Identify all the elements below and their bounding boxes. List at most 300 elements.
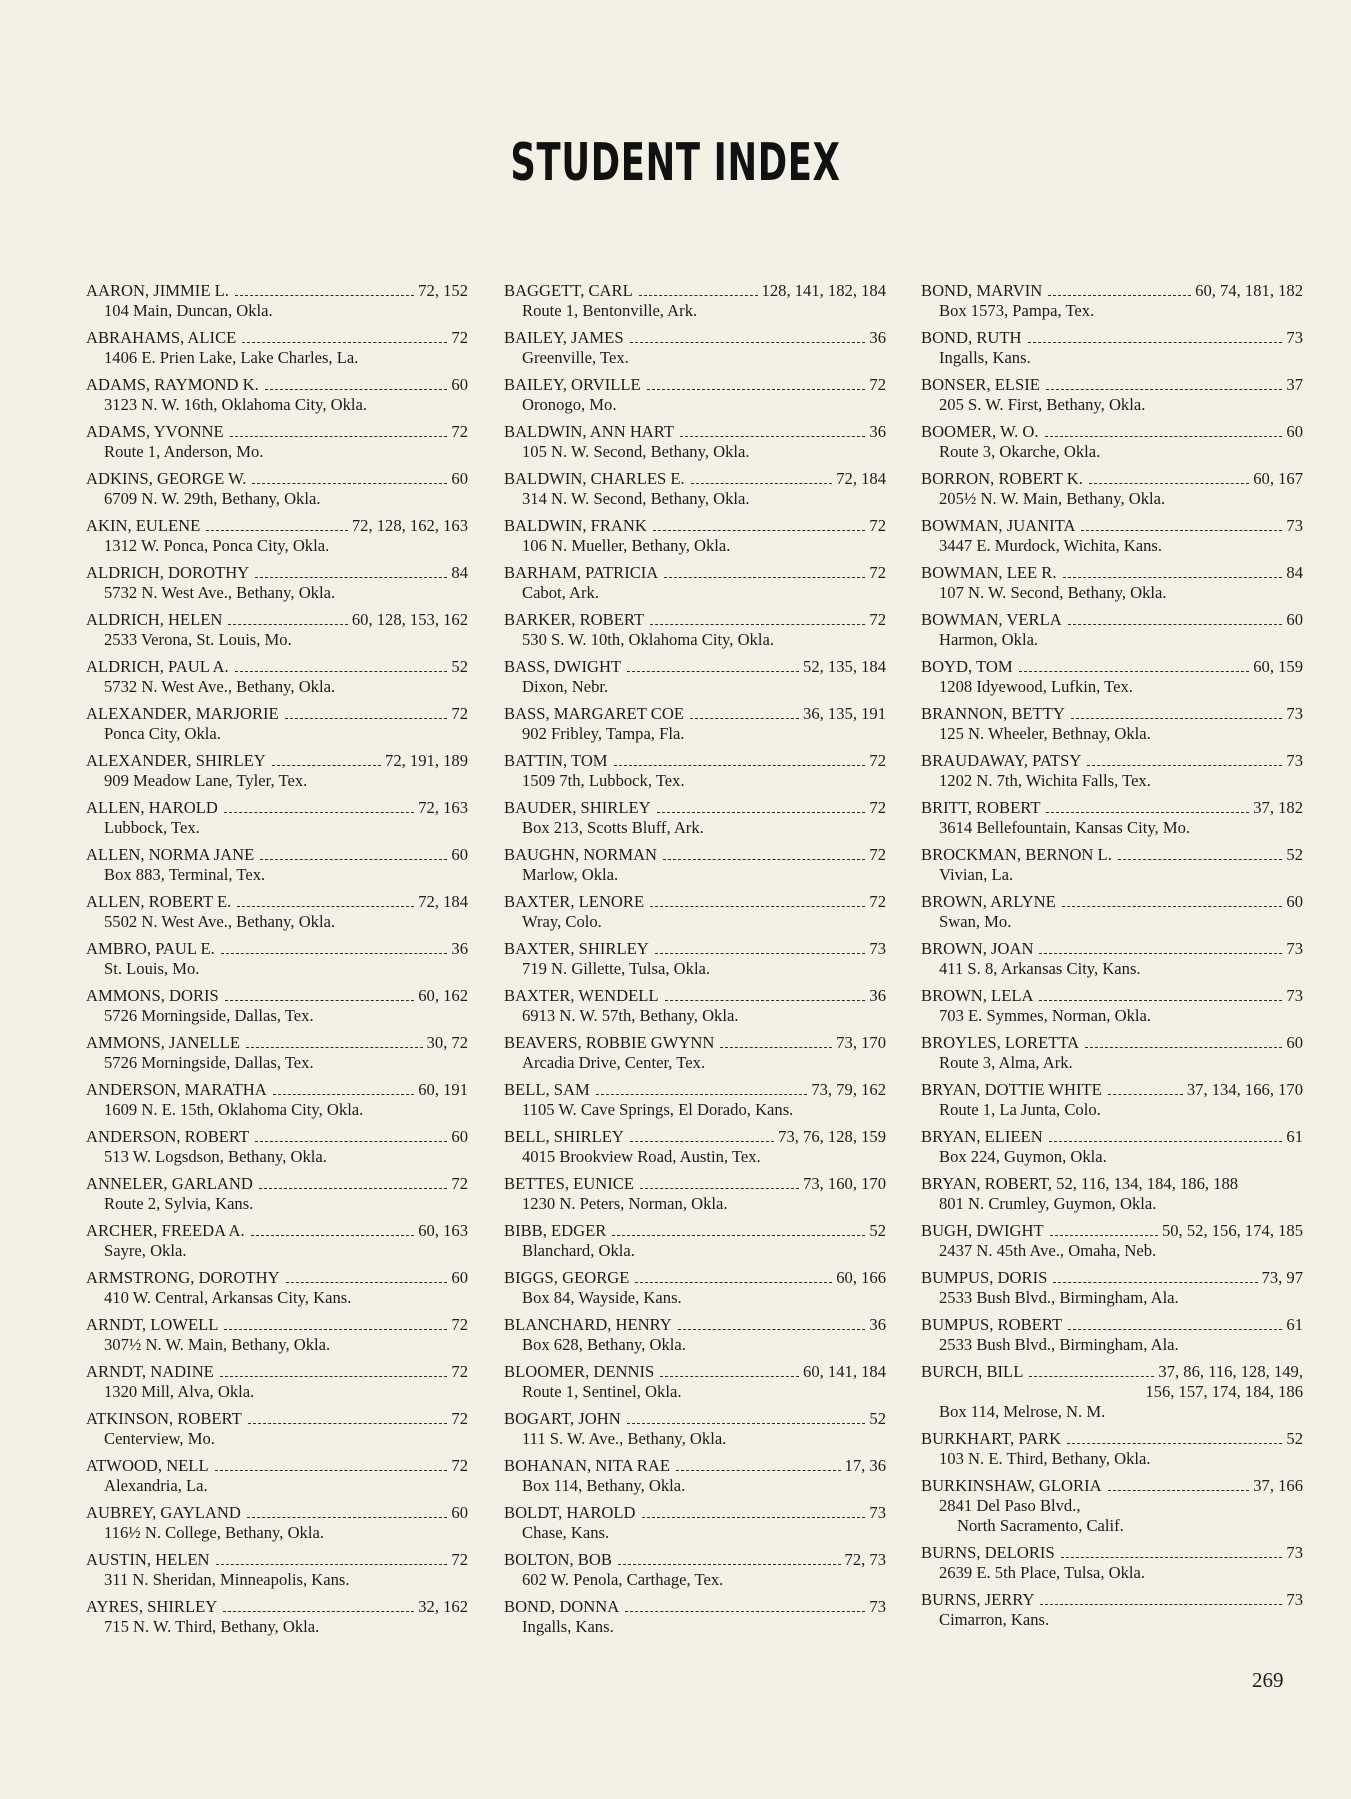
dot-leader (660, 1376, 799, 1377)
index-entry (86, 1456, 468, 1496)
index-entry (504, 469, 886, 509)
page-references: 52 (1286, 1429, 1303, 1448)
dot-leader (1108, 1094, 1183, 1095)
student-name: BUGH, DWIGHT (921, 1221, 1044, 1240)
student-name: ADKINS, GEORGE W. (86, 469, 247, 488)
page-references: 60, 141, 184 (803, 1362, 886, 1381)
student-name: BONSER, ELSIE (921, 375, 1040, 394)
index-entry (921, 1476, 1303, 1536)
student-name: BAXTER, WENDELL (504, 986, 659, 1005)
page-references: 60 (1286, 610, 1303, 629)
entry-heading (86, 281, 468, 301)
student-name: ALLEN, NORMA JANE (86, 845, 255, 864)
student-name: AMBRO, PAUL E. (86, 939, 215, 958)
page-references: 37, 182 (1253, 798, 1303, 817)
index-entry (86, 328, 468, 368)
page-references: 60 (451, 375, 468, 394)
student-name: BOYD, TOM (921, 657, 1013, 676)
entry-heading (86, 1315, 468, 1335)
index-entry (504, 422, 886, 462)
page-references: 73, 97 (1261, 1268, 1303, 1287)
entry-heading (504, 1127, 886, 1147)
page-references: 60, 166 (836, 1268, 886, 1287)
student-address: Box 628, Bethany, Okla. (522, 1335, 686, 1354)
index-entry (504, 516, 886, 556)
student-name: BELL, SHIRLEY (504, 1127, 624, 1146)
entry-heading (86, 845, 468, 865)
student-address: Sayre, Okla. (104, 1241, 187, 1260)
page-references: 72, 163 (418, 798, 468, 817)
index-entry (921, 1174, 1303, 1214)
entry-heading (86, 1362, 468, 1382)
index-entry (86, 375, 468, 415)
page-references: 60, 162 (418, 986, 468, 1005)
page-references: 72 (869, 563, 886, 582)
entry-heading (921, 1476, 1303, 1496)
student-address: 411 S. 8, Arkansas City, Kans. (939, 959, 1141, 978)
entry-heading (86, 1127, 468, 1147)
page-references: 60 (451, 1127, 468, 1146)
entry-heading (86, 563, 468, 583)
student-address: Ponca City, Okla. (104, 724, 221, 743)
student-name: BOGART, JOHN (504, 1409, 621, 1428)
entry-heading (86, 892, 468, 912)
page-references: 72, 184 (418, 892, 468, 911)
index-entry (921, 516, 1303, 556)
entry-heading (86, 469, 468, 489)
entry-heading (86, 1080, 468, 1100)
entry-heading (921, 751, 1303, 771)
page-references: 73 (1286, 751, 1303, 770)
index-entry (921, 986, 1303, 1026)
page-title: STUDENT INDEX (510, 133, 841, 193)
student-address: Harmon, Okla. (939, 630, 1039, 649)
student-name: BROYLES, LORETTA (921, 1033, 1080, 1052)
index-entry (86, 1550, 468, 1590)
dot-leader (1028, 342, 1283, 343)
entry-heading (921, 986, 1303, 1006)
dot-leader (612, 1235, 865, 1236)
page-references: 84 (451, 563, 468, 582)
index-entry (86, 986, 468, 1026)
page-references: 52, 135, 184 (803, 657, 886, 676)
index-entry (921, 1315, 1303, 1355)
index-entry (504, 1503, 886, 1543)
dot-leader (235, 295, 414, 296)
entry-heading (504, 1456, 886, 1476)
student-address: Greenville, Tex. (522, 348, 629, 367)
student-name: ALDRICH, PAUL A. (86, 657, 229, 676)
student-name: AMMONS, DORIS (86, 986, 219, 1005)
student-address: Route 1, Anderson, Mo. (104, 442, 264, 461)
dot-leader (625, 1611, 865, 1612)
index-entry (504, 375, 886, 415)
index-entry (86, 1033, 468, 1073)
dot-leader (1039, 953, 1282, 954)
student-address: North Sacramento, Calif. (957, 1516, 1124, 1535)
dot-leader (286, 1282, 448, 1283)
student-name: AUSTIN, HELEN (86, 1550, 210, 1569)
student-name: BLOOMER, DENNIS (504, 1362, 655, 1381)
student-name: BOWMAN, VERLA (921, 610, 1062, 629)
entry-heading (504, 563, 886, 583)
student-name: BELL, SAM (504, 1080, 590, 1099)
student-name: BOND, RUTH (921, 328, 1022, 347)
dot-leader (220, 1376, 448, 1377)
student-address: Box 84, Wayside, Kans. (522, 1288, 682, 1307)
student-address: 5726 Morningside, Dallas, Tex. (104, 1006, 314, 1025)
index-entry (86, 657, 468, 697)
student-name: BRITT, ROBERT (921, 798, 1041, 817)
student-address: Dixon, Nebr. (522, 677, 609, 696)
index-column-3 (921, 281, 1303, 1637)
dot-leader (248, 1423, 448, 1424)
page-references: 60, 128, 153, 162 (351, 610, 468, 629)
student-name: BURNS, JERRY (921, 1590, 1035, 1609)
student-address: 125 N. Wheeler, Bethnay, Okla. (939, 724, 1151, 743)
dot-leader (224, 1329, 447, 1330)
student-address: 2533 Bush Blvd., Birmingham, Ala. (939, 1335, 1179, 1354)
student-address: 3447 E. Murdock, Wichita, Kans. (939, 536, 1163, 555)
student-name: BAUGHN, NORMAN (504, 845, 658, 864)
dot-leader (627, 671, 799, 672)
page-references: 72 (869, 516, 886, 535)
student-name: ADAMS, RAYMOND K. (86, 375, 259, 394)
student-address: Route 1, Bentonville, Ark. (522, 301, 698, 320)
dot-leader (680, 436, 865, 437)
dot-leader (1049, 1141, 1283, 1142)
student-address: Route 1, La Junta, Colo. (939, 1100, 1101, 1119)
student-name: BAILEY, ORVILLE (504, 375, 641, 394)
student-address: Box 224, Guymon, Okla. (939, 1147, 1107, 1166)
page-references: 73 (1286, 939, 1303, 958)
page-references: 36 (869, 986, 886, 1005)
entry-heading (504, 704, 886, 724)
student-name: BROWN, ARLYNE (921, 892, 1056, 911)
page-references: 30, 72 (426, 1033, 468, 1052)
entry-heading (504, 1033, 886, 1053)
index-entry (504, 1080, 886, 1120)
entry-heading (921, 422, 1303, 442)
index-entry (921, 469, 1303, 509)
student-name: BASS, MARGARET COE (504, 704, 684, 723)
dot-leader (642, 1517, 866, 1518)
index-entry (921, 1590, 1303, 1630)
student-name: BRAUDAWAY, PATSY (921, 751, 1082, 770)
dot-leader (1067, 1443, 1282, 1444)
dot-leader (1045, 436, 1283, 437)
entry-heading (86, 375, 468, 395)
entry-heading (921, 1127, 1303, 1147)
index-entry (504, 1409, 886, 1449)
page-references: 61 (1286, 1315, 1303, 1334)
page-references: 36 (869, 328, 886, 347)
dot-leader (635, 1282, 832, 1283)
dot-leader (691, 483, 833, 484)
student-name: BROCKMAN, BERNON L. (921, 845, 1112, 864)
index-entry (921, 939, 1303, 979)
student-address: 909 Meadow Lane, Tyler, Tex. (104, 771, 308, 790)
index-entry (86, 610, 468, 650)
index-entry (86, 751, 468, 791)
index-entry (86, 704, 468, 744)
page-references: 60, 74, 181, 182 (1195, 281, 1303, 300)
student-name: BAXTER, LENORE (504, 892, 645, 911)
student-address: 5732 N. West Ave., Bethany, Okla. (104, 583, 336, 602)
dot-leader (640, 1188, 799, 1189)
student-address: Blanchard, Okla. (522, 1241, 635, 1260)
index-entry (921, 704, 1303, 744)
entry-heading (86, 1409, 468, 1429)
student-name: BOWMAN, LEE R. (921, 563, 1057, 582)
index-entry (504, 1127, 886, 1167)
page-references: 72 (451, 1362, 468, 1381)
student-name: BORRON, ROBERT K. (921, 469, 1083, 488)
entry-heading (921, 375, 1303, 395)
page-references: 37 (1286, 375, 1303, 394)
student-name: AYRES, SHIRLEY (86, 1597, 218, 1616)
entry-heading (504, 281, 886, 301)
index-entry (504, 798, 886, 838)
page-references: 73 (1286, 1543, 1303, 1562)
dot-leader (596, 1094, 808, 1095)
student-address: 902 Fribley, Tampa, Fla. (522, 724, 685, 743)
index-entry (921, 610, 1303, 650)
entry-heading (921, 1315, 1303, 1335)
index-entry (921, 892, 1303, 932)
student-address: Lubbock, Tex. (104, 818, 200, 837)
dot-leader (1040, 1604, 1282, 1605)
page-references: 72 (869, 375, 886, 394)
student-name: BOND, DONNA (504, 1597, 620, 1616)
student-name: BURNS, DELORIS (921, 1543, 1055, 1562)
index-entry (86, 1597, 468, 1637)
student-address: 1208 Idyewood, Lufkin, Tex. (939, 677, 1133, 696)
page-references: 84 (1286, 563, 1303, 582)
student-name: AMMONS, JANELLE (86, 1033, 240, 1052)
student-address: 2841 Del Paso Blvd., (939, 1496, 1081, 1515)
dot-leader (1050, 1235, 1158, 1236)
dot-leader (223, 1611, 414, 1612)
dot-leader (206, 530, 348, 531)
student-name: BOOMER, W. O. (921, 422, 1039, 441)
student-name: AARON, JIMMIE L. (86, 281, 229, 300)
student-address: 4015 Brookview Road, Austin, Tex. (522, 1147, 761, 1166)
page-references: 60, 191 (418, 1080, 468, 1099)
student-address: 5726 Morningside, Dallas, Tex. (104, 1053, 314, 1072)
index-entry (504, 1174, 886, 1214)
entry-heading (504, 375, 886, 395)
index-entry (504, 892, 886, 932)
page-references: 72 (451, 328, 468, 347)
student-name: BROWN, LELA (921, 986, 1034, 1005)
page-references: 73, 160, 170 (803, 1174, 886, 1193)
student-address: St. Louis, Mo. (104, 959, 200, 978)
student-address: 2639 E. 5th Place, Tulsa, Okla. (939, 1563, 1146, 1582)
entry-heading (504, 1550, 886, 1570)
entry-heading (86, 986, 468, 1006)
dot-leader (255, 1141, 447, 1142)
student-name: BURKINSHAW, GLORIA (921, 1476, 1102, 1495)
entry-heading (86, 610, 468, 630)
student-name: BRYAN, ELIEEN (921, 1127, 1043, 1146)
student-address: Marlow, Okla. (522, 865, 619, 884)
entry-heading (504, 892, 886, 912)
page-references: 72 (869, 751, 886, 770)
student-name: ANDERSON, MARATHA (86, 1080, 267, 1099)
page-references: 52 (869, 1221, 886, 1240)
dot-leader (1062, 906, 1283, 907)
student-address: 2437 N. 45th Ave., Omaha, Neb. (939, 1241, 1157, 1260)
page-references: 37, 134, 166, 170 (1186, 1080, 1303, 1099)
dot-leader (1046, 389, 1282, 390)
dot-leader (720, 1047, 832, 1048)
index-entry (921, 328, 1303, 368)
index-column-2 (504, 281, 886, 1644)
entry-heading (86, 1550, 468, 1570)
index-entry (504, 986, 886, 1026)
student-name: ALDRICH, HELEN (86, 610, 223, 629)
student-address: 1105 W. Cave Springs, El Dorado, Kans. (522, 1100, 794, 1119)
page-references: 60 (451, 1268, 468, 1287)
page-references: 73 (869, 1597, 886, 1616)
dot-leader (259, 1188, 448, 1189)
index-entry (86, 1127, 468, 1167)
page-references: 60 (451, 1503, 468, 1522)
student-name: ANDERSON, ROBERT (86, 1127, 250, 1146)
page-references: 36 (869, 1315, 886, 1334)
index-entry (86, 892, 468, 932)
student-address: 103 N. E. Third, Bethany, Okla. (939, 1449, 1151, 1468)
student-name: BROWN, JOAN (921, 939, 1034, 958)
student-name: ATKINSON, ROBERT (86, 1409, 242, 1428)
entry-heading (504, 469, 886, 489)
entry-heading (921, 845, 1303, 865)
page-references: 73 (1286, 704, 1303, 723)
index-entry (921, 422, 1303, 462)
student-address: 410 W. Central, Arkansas City, Kans. (104, 1288, 352, 1307)
entry-heading (921, 610, 1303, 630)
page-references: 72 (869, 892, 886, 911)
student-address: 513 W. Logsdson, Bethany, Okla. (104, 1147, 327, 1166)
index-entry (86, 1409, 468, 1449)
student-address: Route 1, Sentinel, Okla. (522, 1382, 682, 1401)
student-address: Box 213, Scotts Bluff, Ark. (522, 818, 704, 837)
index-entry (504, 939, 886, 979)
entry-heading (921, 1543, 1303, 1563)
dot-leader (1046, 812, 1249, 813)
index-entry (921, 1429, 1303, 1469)
dot-leader (273, 1094, 415, 1095)
index-entry (86, 1268, 468, 1308)
page-references: 52 (869, 1409, 886, 1428)
entry-heading (504, 1362, 886, 1382)
dot-leader (630, 1141, 774, 1142)
student-address: Box 883, Terminal, Tex. (104, 865, 266, 884)
index-entry (504, 1221, 886, 1261)
student-address: Vivian, La. (939, 865, 1014, 884)
student-address: 1312 W. Ponca, Ponca City, Okla. (104, 536, 330, 555)
student-address: 1320 Mill, Alva, Okla. (104, 1382, 255, 1401)
student-name: BARHAM, PATRICIA (504, 563, 659, 582)
dot-leader (272, 765, 381, 766)
page-references: 36, 135, 191 (803, 704, 886, 723)
dot-leader (260, 859, 447, 860)
page-references: 52 (451, 657, 468, 676)
index-entry (504, 751, 886, 791)
student-address: 1509 7th, Lubbock, Tex. (522, 771, 685, 790)
entry-heading (86, 1174, 468, 1194)
dot-leader (663, 859, 865, 860)
index-entry (86, 939, 468, 979)
entry-heading (921, 1221, 1303, 1241)
page-references: 72 (869, 798, 886, 817)
student-name: ARCHER, FREEDA A. (86, 1221, 245, 1240)
page-references: 60 (1286, 422, 1303, 441)
student-name: BAGGETT, CARL (504, 281, 633, 300)
index-entry (921, 375, 1303, 415)
dot-leader (224, 812, 414, 813)
entry-heading (921, 516, 1303, 536)
entry-heading (86, 798, 468, 818)
index-entry (921, 1362, 1303, 1422)
entry-heading (921, 1268, 1303, 1288)
index-entry (921, 1543, 1303, 1583)
index-entry (504, 281, 886, 321)
page-references: 72 (451, 1409, 468, 1428)
student-address: 2533 Verona, St. Louis, Mo. (104, 630, 292, 649)
page-references: 37, 86, 116, 128, 149, (1158, 1362, 1303, 1381)
entry-heading (504, 422, 886, 442)
entry-heading (86, 1456, 468, 1476)
index-entry (921, 1127, 1303, 1167)
dot-leader (285, 718, 448, 719)
dot-leader (1118, 859, 1283, 860)
page-references: 50, 52, 156, 174, 185 (1161, 1221, 1303, 1240)
student-name: BIGGS, GEORGE (504, 1268, 630, 1287)
index-entry (504, 1268, 886, 1308)
dot-leader (1063, 577, 1283, 578)
page-references: 72 (451, 1315, 468, 1334)
dot-leader (1085, 1047, 1282, 1048)
dot-leader (228, 624, 347, 625)
dot-leader (246, 1047, 423, 1048)
student-name: ARMSTRONG, DOROTHY (86, 1268, 280, 1287)
index-entry (504, 657, 886, 697)
student-name: BALDWIN, FRANK (504, 516, 647, 535)
dot-leader (225, 1000, 414, 1001)
dot-leader (216, 1564, 448, 1565)
student-address: Arcadia Drive, Center, Tex. (522, 1053, 706, 1072)
page-references: 36 (869, 422, 886, 441)
index-entry (86, 1315, 468, 1355)
page-references: 60 (451, 469, 468, 488)
index-entry (504, 845, 886, 885)
page-references: 73 (869, 939, 886, 958)
student-address: 311 N. Sheridan, Minneapolis, Kans. (104, 1570, 350, 1589)
student-name: BALDWIN, CHARLES E. (504, 469, 685, 488)
student-name: ARNDT, NADINE (86, 1362, 214, 1381)
entry-heading (86, 939, 468, 959)
student-address: 111 S. W. Ave., Bethany, Okla. (522, 1429, 727, 1448)
entry-heading (921, 1429, 1303, 1449)
dot-leader (1087, 765, 1282, 766)
entry-heading (921, 892, 1303, 912)
entry-heading (504, 845, 886, 865)
student-address: 1406 E. Prien Lake, Lake Charles, La. (104, 348, 359, 367)
student-address: 715 N. W. Third, Bethany, Okla. (104, 1617, 320, 1636)
student-name: BRANNON, BETTY (921, 704, 1065, 723)
